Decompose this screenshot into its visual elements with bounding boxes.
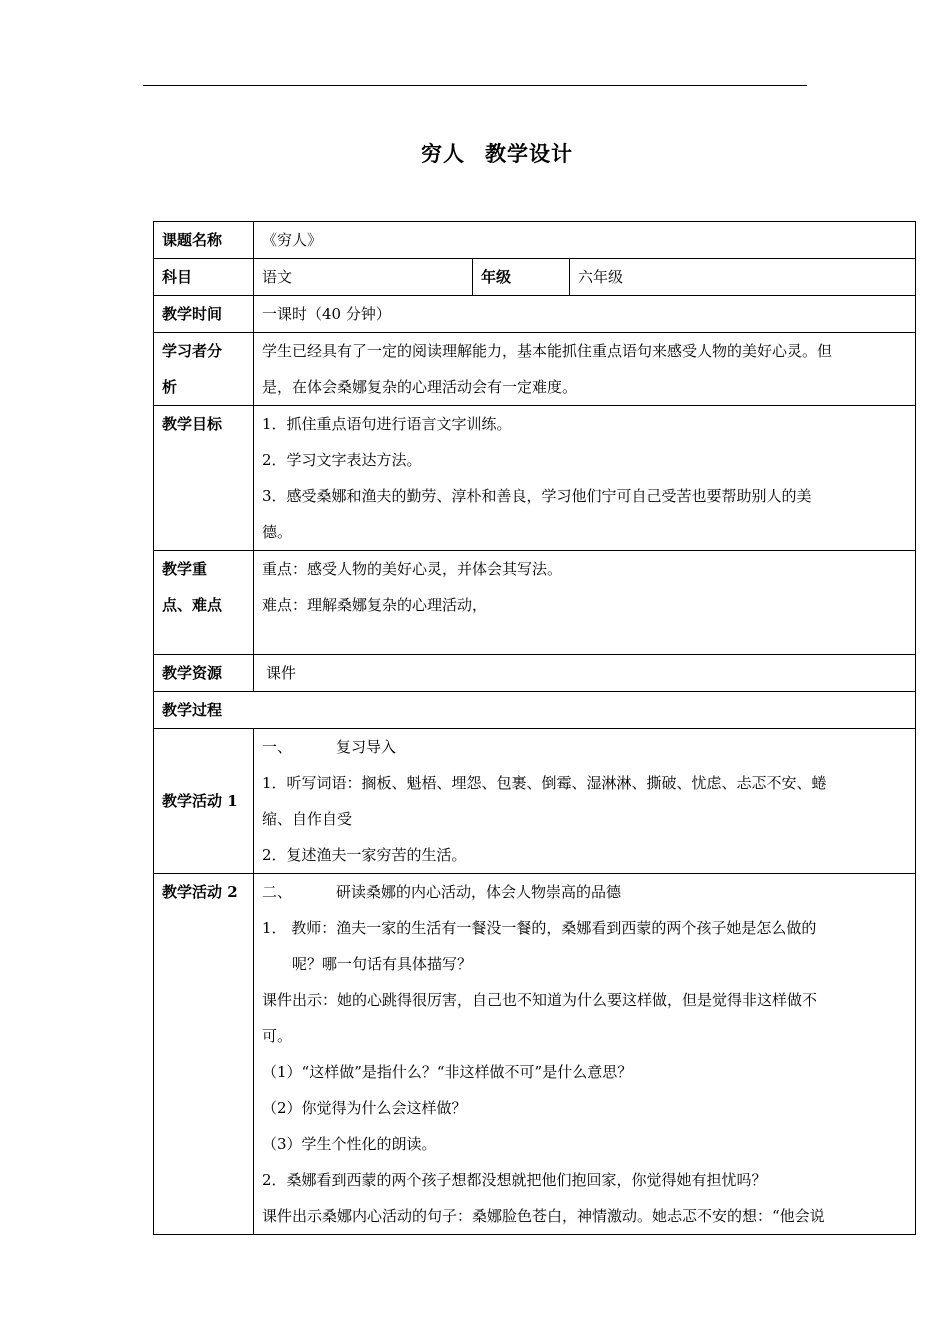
learner-label xyxy=(154,333,254,406)
row-key-points xyxy=(154,551,916,655)
learner-label-line-2: 析 xyxy=(162,378,178,396)
subject-label: 科目 xyxy=(154,259,254,296)
goal-label: 教学目标 xyxy=(154,406,254,551)
key-value xyxy=(254,551,916,655)
learner-line-2: 是，在体会桑娜复杂的心理活动会有一定难度。 xyxy=(262,378,578,396)
key-label xyxy=(154,551,254,655)
grade-value: 六年级 xyxy=(570,259,916,296)
header-rule xyxy=(143,85,807,86)
grade-label: 年级 xyxy=(473,259,570,296)
row-subject xyxy=(154,259,916,296)
title-part-2: 教学设计 xyxy=(485,141,573,166)
lesson-plan-table xyxy=(153,221,916,1235)
activity2-line-9: 课件出示桑娜内心活动的句子：桑娜脸色苍白，神情激动。她忐忑不安的想：“他会说 xyxy=(262,1207,825,1225)
row-activity-1 xyxy=(154,729,916,874)
activity2-line-4: 可。 xyxy=(262,1027,293,1045)
difficult-point: 难点：理解桑娜复杂的心理活动， xyxy=(262,596,488,614)
resource-label: 教学资源 xyxy=(154,655,254,692)
subject-value: 语文 xyxy=(254,259,473,296)
row-topic xyxy=(154,222,916,259)
process-label: 教学过程 xyxy=(154,692,916,729)
learner-label-line-1: 学习者分 xyxy=(162,342,223,360)
key-label-line-1: 教学重 xyxy=(162,560,208,578)
row-resources xyxy=(154,655,916,692)
activity2-label: 教学活动 2 xyxy=(154,874,254,1235)
key-label-line-2: 点、难点 xyxy=(162,596,223,614)
activity2-line-8: 2．桑娜看到西蒙的两个孩子想都没想就把他们抱回家，你觉得她有担忧吗？ xyxy=(262,1171,767,1189)
goal-item-2: 2．学习文字表达方法。 xyxy=(262,451,422,469)
row-goals xyxy=(154,406,916,551)
goal-item-3a: 3．感受桑娜和渔夫的勤劳、淳朴和善良，学习他们宁可自己受苦也要帮助别人的美 xyxy=(262,487,812,505)
activity2-content xyxy=(254,874,916,1235)
activity2-heading-text: 研读桑娜的内心活动，体会人物崇高的品德 xyxy=(336,883,622,901)
activity1-line-2: 缩、自作自受 xyxy=(262,810,353,828)
topic-label: 课题名称 xyxy=(154,222,254,259)
activity2-line-6: （2）你觉得为什么会这样做？ xyxy=(262,1099,467,1117)
row-process xyxy=(154,692,916,729)
resource-value: 课件 xyxy=(254,655,916,692)
learner-value xyxy=(254,333,916,406)
activity1-heading-text: 复习导入 xyxy=(336,738,397,756)
activity1-heading-num: 一、 xyxy=(262,738,293,756)
row-activity-2 xyxy=(154,874,916,1235)
title-part-1: 穷人 xyxy=(421,141,465,166)
activity2-heading-num: 二、 xyxy=(262,883,293,901)
activity2-line-7: （3）学生个性化的朗读。 xyxy=(262,1135,437,1153)
key-point: 重点：感受人物的美好心灵，并体会其写法。 xyxy=(262,560,563,578)
activity1-label: 教学活动 1 xyxy=(154,729,254,874)
activity2-line-2: 呢？哪一句话有具体描写？ xyxy=(292,955,473,973)
goal-value xyxy=(254,406,916,551)
activity2-heading xyxy=(262,874,907,910)
page-title xyxy=(0,138,950,168)
activity2-line-3: 课件出示：她的心跳得很厉害，自己也不知道为什么要这样做，但是觉得非这样做不 xyxy=(262,991,818,1009)
goal-item-3b: 德。 xyxy=(262,523,293,541)
activity1-content xyxy=(254,729,916,874)
learner-line-1: 学生已经具有了一定的阅读理解能力，基本能抓住重点语句来感受人物的美好心灵。但 xyxy=(262,342,833,360)
row-learner-analysis xyxy=(154,333,916,406)
goal-item-1: 1．抓住重点语句进行语言文字训练。 xyxy=(262,415,512,433)
activity1-line-1: 1．听写词语：搁板、魁梧、埋怨、包裹、倒霉、湿淋淋、撕破、忧虑、忐忑不安、蜷 xyxy=(262,774,827,792)
time-value: 一课时（40 分钟） xyxy=(254,296,916,333)
activity1-line-3: 2．复述渔夫一家穷苦的生活。 xyxy=(262,846,467,864)
activity2-line-1: 1． 教师：渔夫一家的生活有一餐没一餐的，桑娜看到西蒙的两个孩子她是怎么做的 xyxy=(262,919,817,937)
row-time xyxy=(154,296,916,333)
activity2-line-5: （1）“这样做”是指什么？“非这样做不可”是什么意思？ xyxy=(262,1063,633,1081)
activity1-heading xyxy=(262,729,907,765)
topic-value: 《穷人》 xyxy=(254,222,916,259)
time-label: 教学时间 xyxy=(154,296,254,333)
